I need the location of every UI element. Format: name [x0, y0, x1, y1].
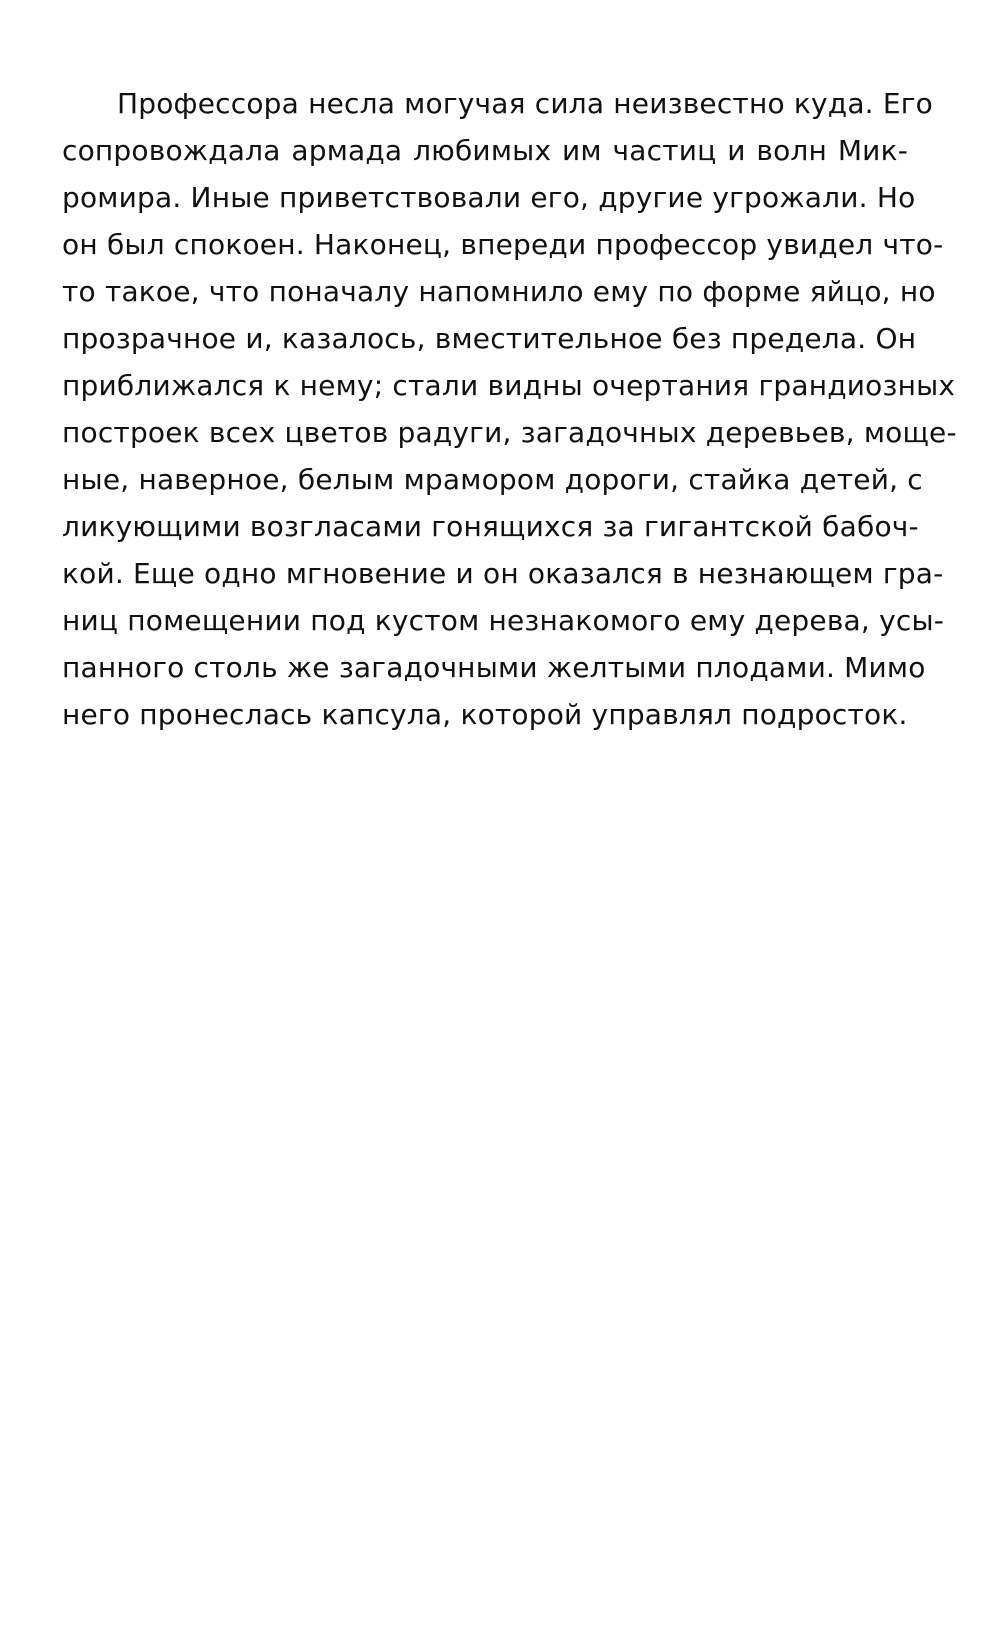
text-line: построек всех цветов радуги, загадочных деревьев, моще-: [62, 416, 957, 449]
text-line: ромира. Иные приветствовали его, другие угрожали. Но: [62, 181, 916, 214]
text-line: панного столь же загадочными желтыми плодами. Мимо: [62, 651, 926, 684]
text-line: то такое, что поначалу напомнило ему по форме яйцо, но: [62, 275, 936, 308]
text-line: ликующими возгласами гонящихся за гигантской бабоч-: [62, 510, 919, 543]
text-line: сопровождала армада любимых им частиц и волн Мик-: [62, 134, 908, 167]
text-line: ные, наверное, белым мрамором дороги, стайка детей, с: [62, 463, 923, 496]
text-line: прозрачное и, казалось, вместительное без предела. Он: [62, 322, 917, 355]
text-line: Профессора несла могучая сила неизвестно куда. Его: [117, 87, 934, 120]
text-line: него пронеслась капсула, которой управлял подросток.: [62, 698, 908, 731]
text-line: кой. Еще одно мгновение и он оказался в незнающем гра-: [62, 557, 944, 590]
text-line: ниц помещении под кустом незнакомого ему дерева, усы-: [62, 604, 945, 637]
text-line: он был спокоен. Наконец, впереди профессор увидел что-: [62, 228, 944, 261]
text-line: приближался к нему; стали видны очертания грандиозных: [62, 369, 956, 402]
body-paragraph: [62, 80, 957, 738]
